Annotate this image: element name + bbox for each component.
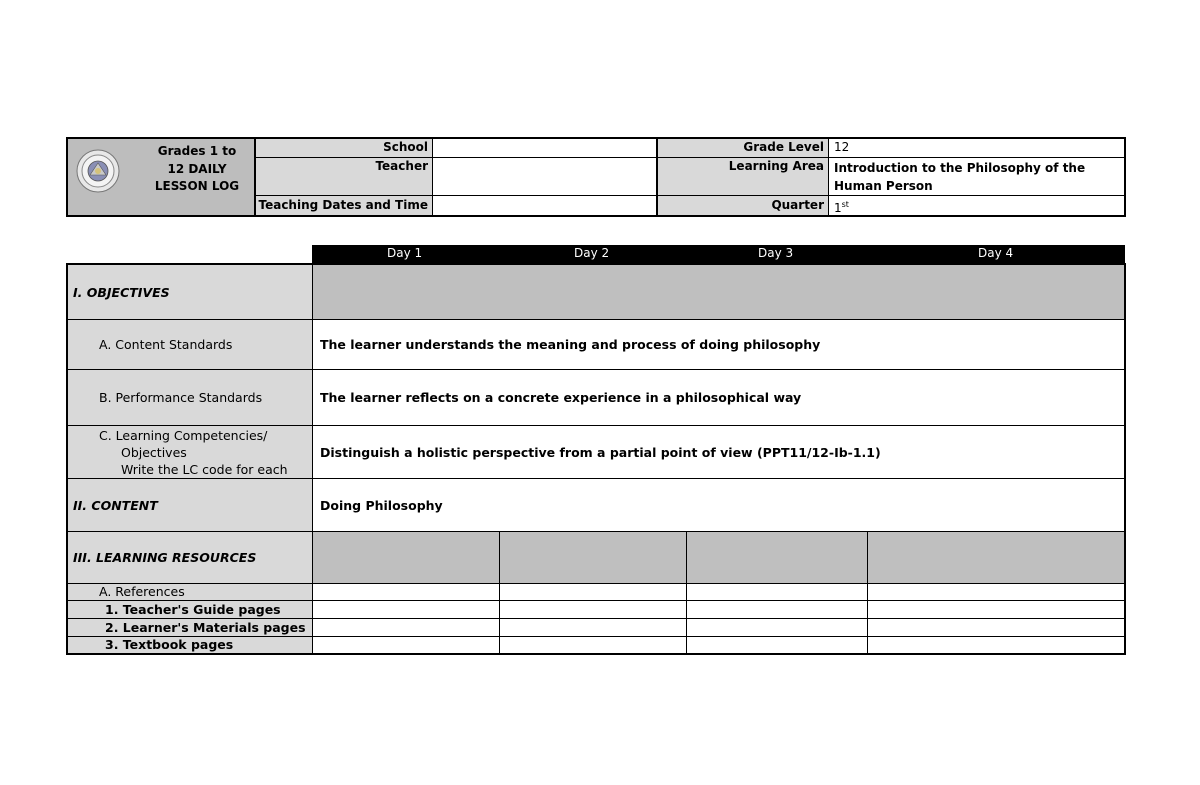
resources-day-4-cell[interactable] [868, 532, 1124, 583]
learners-materials-label: 2. Learner's Materials pages [68, 619, 313, 636]
references-row [68, 584, 1124, 601]
school-label: School [256, 139, 433, 158]
learning-resources-label: III. LEARNING RESOURCES [68, 532, 313, 583]
learning-area-label: Learning Area [656, 158, 829, 196]
textbook-row [68, 637, 1124, 653]
quarter-value: 1 [834, 201, 842, 215]
teachers-guide-cells [313, 601, 1124, 618]
references-day-2[interactable] [500, 584, 687, 600]
content-value[interactable]: Doing Philosophy [320, 497, 443, 513]
competencies-label-line-2: Objectives [121, 445, 187, 460]
content-standards-row [68, 320, 1124, 370]
learners-materials-day-1[interactable] [313, 619, 500, 636]
quarter-label: Quarter [656, 196, 829, 215]
content-row [68, 479, 1124, 532]
performance-standards-label: B. Performance Standards [68, 370, 313, 425]
textbook-day-2[interactable] [500, 637, 687, 653]
logo-cell [68, 139, 256, 215]
references-day-3[interactable] [687, 584, 868, 600]
day-header-bar [312, 245, 1125, 264]
grade-level-label: Grade Level [656, 139, 829, 158]
day-3-header: Day 3 [758, 246, 794, 260]
quarter-suffix: st [841, 200, 849, 209]
day-2-header: Day 2 [574, 246, 610, 260]
learning-resources-cells [313, 532, 1124, 583]
lesson-log-table [66, 263, 1126, 655]
resources-day-3-cell[interactable] [687, 532, 868, 583]
resources-day-1-cell[interactable] [313, 532, 500, 583]
day-1-header: Day 1 [387, 246, 423, 260]
quarter-field[interactable] [829, 196, 1124, 215]
teachers-guide-day-3[interactable] [687, 601, 868, 618]
references-day-1[interactable] [313, 584, 500, 600]
references-cells [313, 584, 1124, 600]
learners-materials-row [68, 619, 1124, 637]
learners-materials-day-2[interactable] [500, 619, 687, 636]
objectives-row [68, 265, 1124, 320]
performance-standards-value[interactable]: The learner reflects on a concrete experience in a philosophical way [320, 390, 802, 405]
competencies-label [68, 426, 313, 478]
content-standards-label: A. Content Standards [68, 320, 313, 369]
textbook-day-1[interactable] [313, 637, 500, 653]
dates-label: Teaching Dates and Time [256, 196, 433, 215]
textbook-cells [313, 637, 1124, 653]
learning-resources-row [68, 532, 1124, 584]
textbook-label: 3. Textbook pages [68, 637, 313, 653]
grade-level-field[interactable]: 12 [829, 139, 1124, 158]
header-block [66, 137, 1126, 217]
deped-seal-icon [76, 149, 120, 193]
content-standards-value[interactable]: The learner understands the meaning and process of doing philosophy [320, 337, 821, 352]
school-field[interactable] [433, 139, 657, 158]
dates-field[interactable] [433, 196, 657, 215]
learning-area-field[interactable]: Introduction to the Philosophy of the Human Person [829, 158, 1124, 196]
references-label: A. References [68, 584, 313, 600]
teacher-label: Teacher [256, 158, 433, 196]
performance-standards-row [68, 370, 1124, 426]
competencies-label-line-1: C. Learning Competencies/ [99, 428, 268, 443]
content-label: II. CONTENT [68, 479, 313, 531]
lesson-log-title: Grades 1 to 12 DAILY LESSON LOG [154, 144, 240, 193]
teachers-guide-day-1[interactable] [313, 601, 500, 618]
teacher-field[interactable] [433, 158, 657, 196]
competencies-value[interactable]: Distinguish a holistic perspective from a partial point of view (PPT11/12-Ib-1.1) [320, 444, 881, 460]
competencies-row [68, 426, 1124, 479]
resources-day-2-cell[interactable] [500, 532, 687, 583]
objectives-label: I. OBJECTIVES [68, 265, 313, 319]
day-4-header: Day 4 [978, 246, 1014, 260]
learners-materials-cells [313, 619, 1124, 636]
competencies-label-line-3: Write the LC code for each [121, 462, 288, 477]
teachers-guide-label: 1. Teacher's Guide pages [68, 601, 313, 618]
teachers-guide-day-2[interactable] [500, 601, 687, 618]
learners-materials-day-3[interactable] [687, 619, 868, 636]
textbook-day-3[interactable] [687, 637, 868, 653]
teachers-guide-row [68, 601, 1124, 619]
objectives-value[interactable] [313, 265, 1124, 319]
